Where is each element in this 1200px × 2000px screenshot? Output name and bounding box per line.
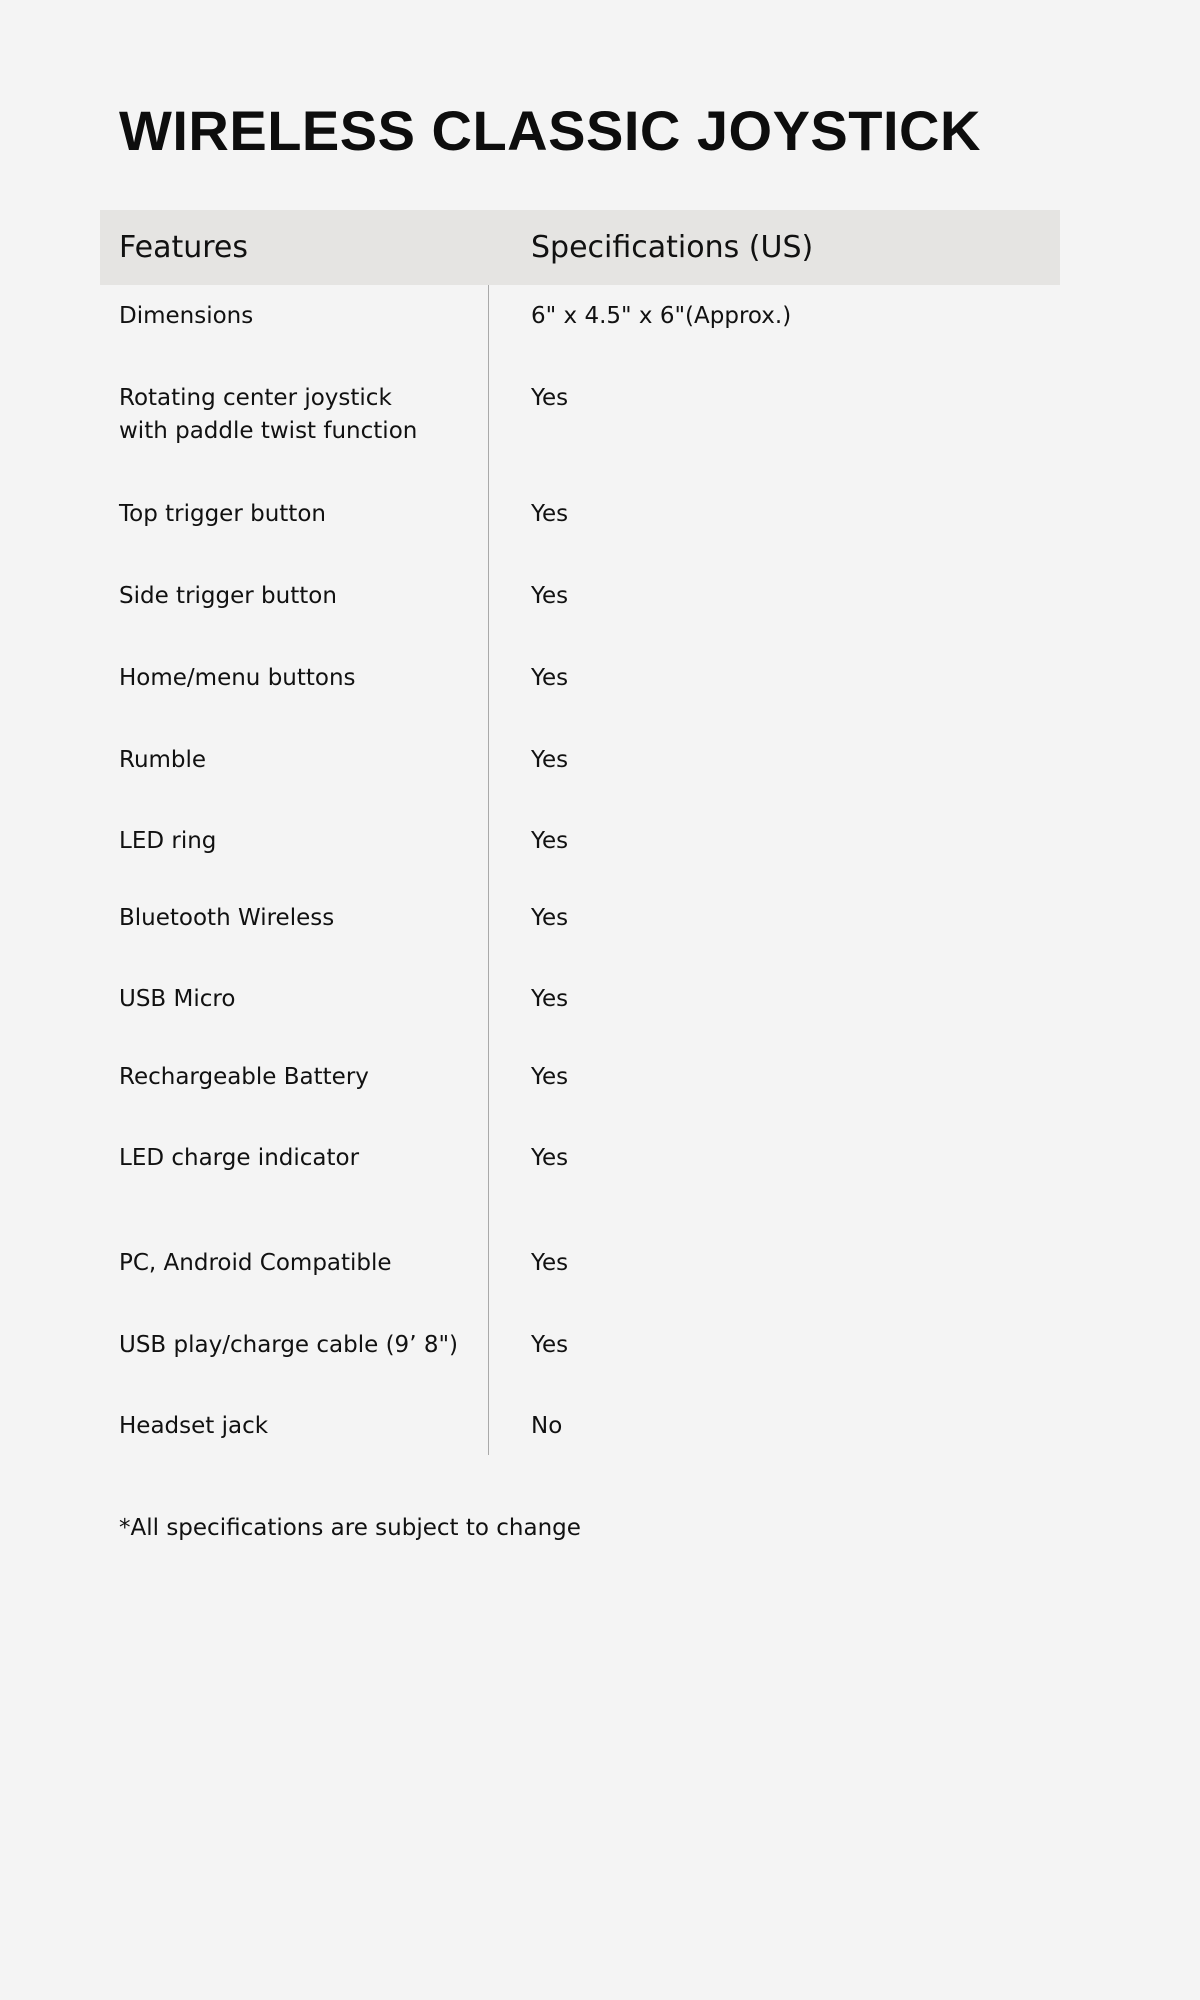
table-row xyxy=(100,647,1060,729)
row-spec: Yes xyxy=(531,1250,569,1276)
row-feature: PC, Android Compatible xyxy=(119,1250,392,1276)
row-spec: Yes xyxy=(531,1145,569,1171)
row-feature: LED ring xyxy=(119,828,217,854)
row-spec: Yes xyxy=(531,665,569,691)
header-features: Features xyxy=(119,230,248,265)
footnote: *All specifications are subject to change xyxy=(119,1515,581,1541)
table-body xyxy=(100,285,1060,1455)
row-feature: Bluetooth Wireless xyxy=(119,905,335,931)
table-row xyxy=(100,285,1060,367)
row-spec: Yes xyxy=(531,986,569,1012)
table-row xyxy=(100,367,1060,483)
row-feature: USB play/charge cable (9’ 8") xyxy=(119,1332,459,1358)
table-row xyxy=(100,1314,1060,1395)
table-row xyxy=(100,565,1060,647)
row-spec: Yes xyxy=(531,501,569,527)
row-spec: Yes xyxy=(531,1064,569,1090)
header-specifications: Specifications (US) xyxy=(531,230,814,265)
row-spec: 6" x 4.5" x 6"(Approx.) xyxy=(531,303,792,329)
row-spec: Yes xyxy=(531,385,569,411)
row-feature: Rumble xyxy=(119,747,207,773)
row-spec: Yes xyxy=(531,828,569,854)
table-row xyxy=(100,1232,1060,1314)
row-spec: Yes xyxy=(531,747,569,773)
table-row xyxy=(100,810,1060,887)
row-feature-line: Rotating center joystick xyxy=(119,385,392,411)
row-feature: Dimensions xyxy=(119,303,254,329)
table-header xyxy=(100,210,1060,285)
row-feature: Rechargeable Battery xyxy=(119,1064,369,1090)
row-feature: USB Micro xyxy=(119,986,236,1012)
row-feature: Top trigger button xyxy=(119,501,326,527)
spec-table xyxy=(100,210,1060,1455)
row-feature: LED charge indicator xyxy=(119,1145,360,1171)
table-row xyxy=(100,1046,1060,1127)
row-spec: Yes xyxy=(531,1332,569,1358)
table-row xyxy=(100,1395,1060,1455)
row-feature: Headset jack xyxy=(119,1413,269,1439)
row-spec: No xyxy=(531,1413,563,1439)
row-spec: Yes xyxy=(531,583,569,609)
table-row xyxy=(100,887,1060,968)
row-feature: Home/menu buttons xyxy=(119,665,356,691)
row-spec: Yes xyxy=(531,905,569,931)
row-feature-line: with paddle twist function xyxy=(119,418,418,444)
table-row xyxy=(100,968,1060,1046)
row-feature xyxy=(100,367,488,448)
table-row xyxy=(100,1127,1060,1232)
row-feature: Side trigger button xyxy=(119,583,337,609)
table-row xyxy=(100,729,1060,810)
table-row xyxy=(100,483,1060,565)
page-title: WIRELESS CLASSIC JOYSTICK xyxy=(119,99,981,162)
